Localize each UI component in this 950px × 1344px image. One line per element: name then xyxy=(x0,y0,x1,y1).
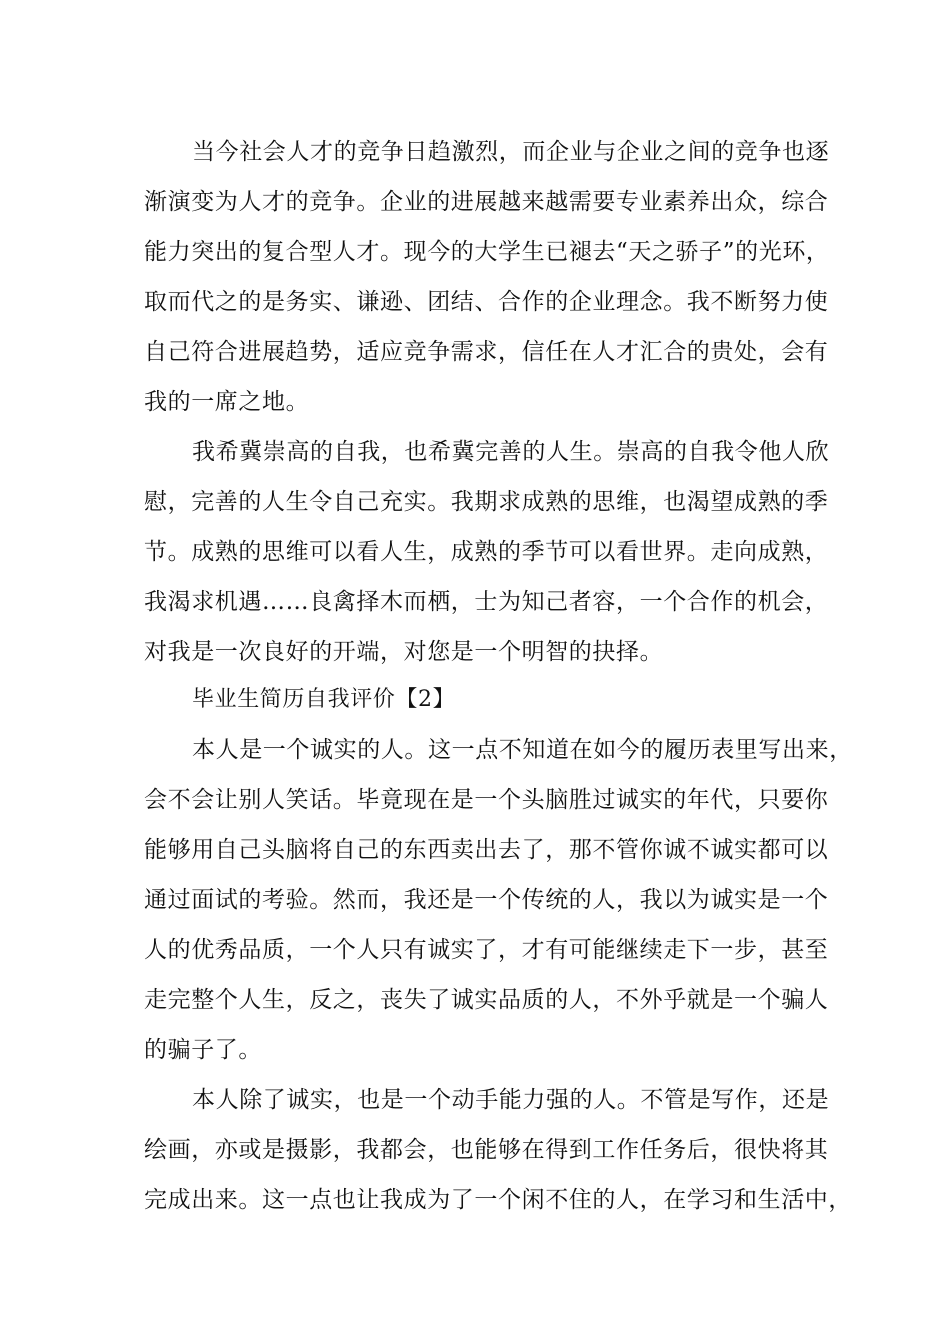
paragraph-line: 能力突出的复合型人才。现今的大学生已褪去“天之骄子”的光环， xyxy=(144,239,830,265)
paragraph-line: 渐演变为人才的竞争。企业的进展越来越需要专业素养出众，综合 xyxy=(144,189,829,215)
paragraph-line: 完成出来。这一点也让我成为了一个闲不住的人，在学习和生活中， xyxy=(144,1187,852,1213)
paragraph-line: 当今社会人才的竞争日趋激烈，而企业与企业之间的竞争也逐 xyxy=(192,139,830,165)
paragraph-line: 节。成熟的思维可以看人生，成熟的季节可以看世界。走向成熟， xyxy=(144,539,829,565)
paragraph-line: 对我是一次良好的开端，对您是一个明智的抉择。 xyxy=(144,639,664,665)
paragraph-line: 自己符合进展趋势，适应竞争需求，信任在人才汇合的贵处，会有 xyxy=(144,339,829,365)
paragraph-line: 的骗子了。 xyxy=(144,1037,262,1063)
paragraph-line: 通过面试的考验。然而，我还是一个传统的人，我以为诚实是一个 xyxy=(144,887,829,913)
paragraph-line: 绘画，亦或是摄影，我都会，也能够在得到工作任务后，很快将其 xyxy=(144,1137,829,1163)
section-heading: 毕业生简历自我评价【2】 xyxy=(192,687,456,712)
paragraph-line: 人的优秀品质，一个人只有诚实了，才有可能继续走下一步，甚至 xyxy=(144,937,829,963)
paragraph-line: 取而代之的是务实、谦逊、团结、合作的企业理念。我不断努力使 xyxy=(144,289,829,315)
paragraph-line: 能够用自己头脑将自己的东西卖出去了，那不管你诚不诚实都可以 xyxy=(144,837,829,863)
paragraph-line: 慰，完善的人生令自己充实。我期求成熟的思维，也渴望成熟的季 xyxy=(144,489,829,515)
paragraph-line: 本人除了诚实，也是一个动手能力强的人。不管是写作，还是 xyxy=(192,1087,830,1113)
paragraph-line: 我希冀崇高的自我，也希冀完善的人生。崇高的自我令他人欣 xyxy=(192,439,830,465)
paragraph-line: 会不会让别人笑话。毕竟现在是一个头脑胜过诚实的年代，只要你 xyxy=(144,787,829,813)
paragraph-line: 我渴求机遇……良禽择木而栖，士为知己者容，一个合作的机会， xyxy=(144,589,829,615)
paragraph-line: 走完整个人生，反之，丧失了诚实品质的人，不外乎就是一个骗人 xyxy=(144,987,829,1013)
paragraph-line: 本人是一个诚实的人。这一点不知道在如今的履历表里写出来， xyxy=(192,737,853,763)
paragraph-line: 我的一席之地。 xyxy=(144,389,310,415)
